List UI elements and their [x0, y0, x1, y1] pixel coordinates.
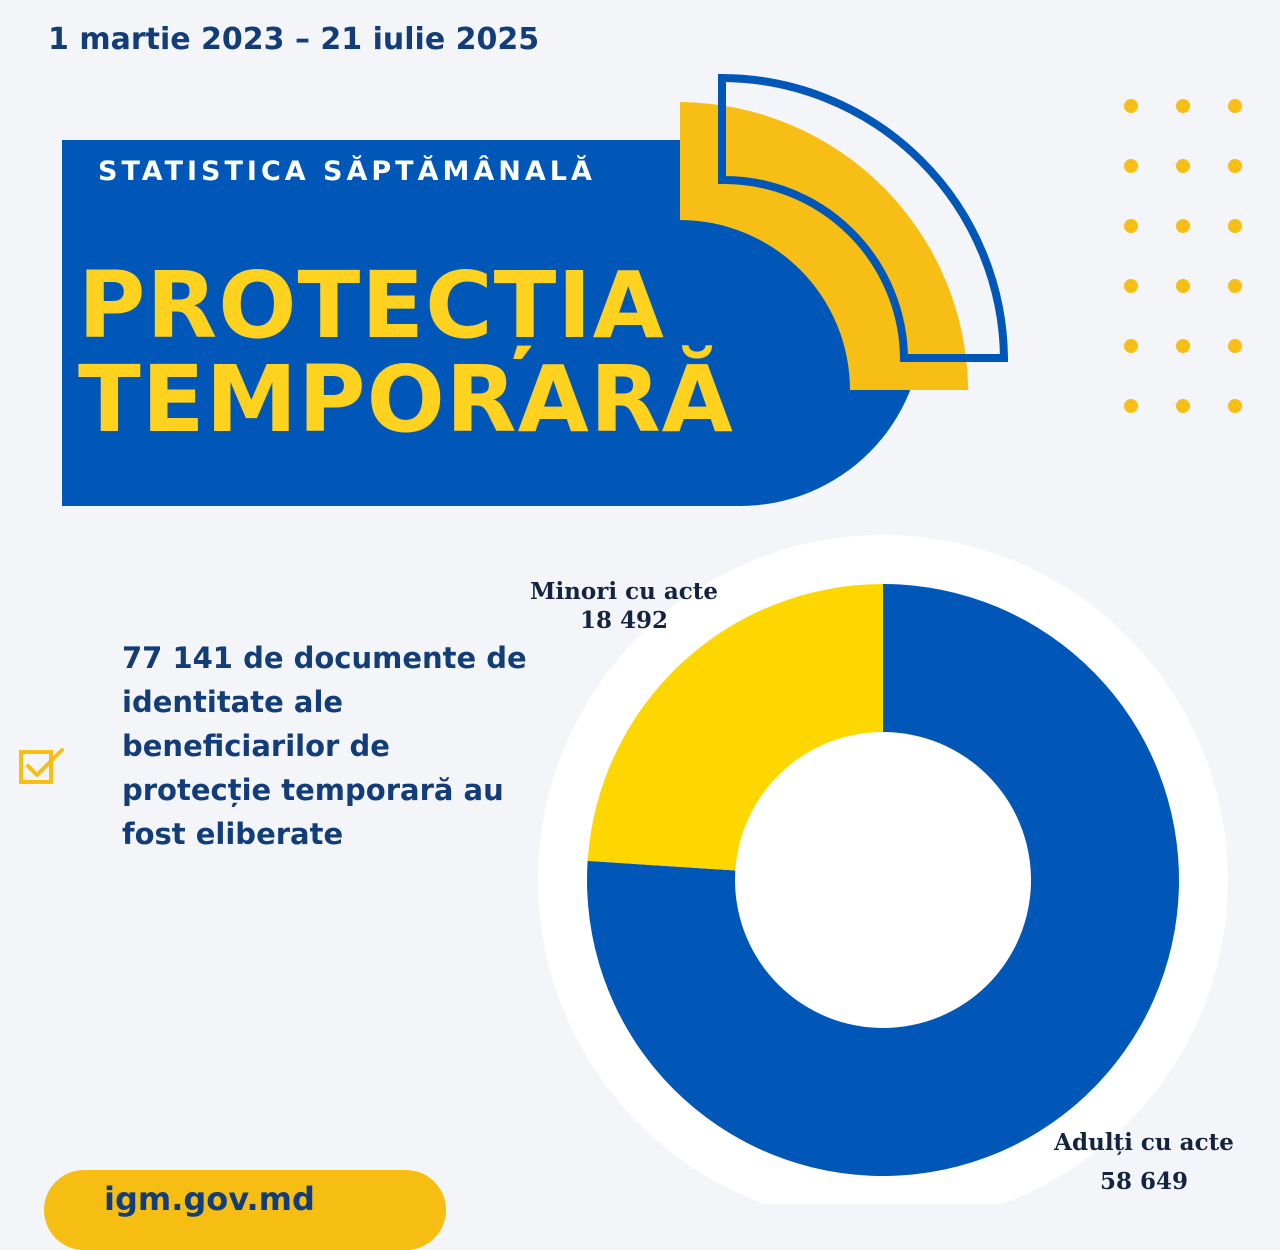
- page-title-line-2: TEMPORARĂ: [78, 346, 734, 453]
- subtitle: STATISTICA SĂPTĂMÂNALĂ: [98, 156, 596, 187]
- website-link[interactable]: igm.gov.md: [104, 1180, 315, 1218]
- website-pill[interactable]: [44, 1170, 446, 1250]
- stat-description: 77 141 de documente de identitate ale beneficiarilor de protecție temporară au fost eliberate: [122, 641, 527, 851]
- slice-label-adulti: Adulți cu acte: [1054, 1129, 1234, 1156]
- donut-hole: [735, 732, 1031, 1028]
- donut-chart: [0, 520, 1280, 1204]
- date-range: 1 martie 2023 – 21 iulie 2025: [48, 22, 540, 57]
- slice-label-minori: Minori cu acte: [529, 578, 719, 605]
- page-title-line-1: PROTECȚIA: [78, 252, 665, 359]
- slice-value-minori: 18 492: [579, 607, 669, 634]
- slice-value-adulti: 58 649: [1099, 1168, 1189, 1195]
- dot-grid-decoration: [1116, 92, 1256, 422]
